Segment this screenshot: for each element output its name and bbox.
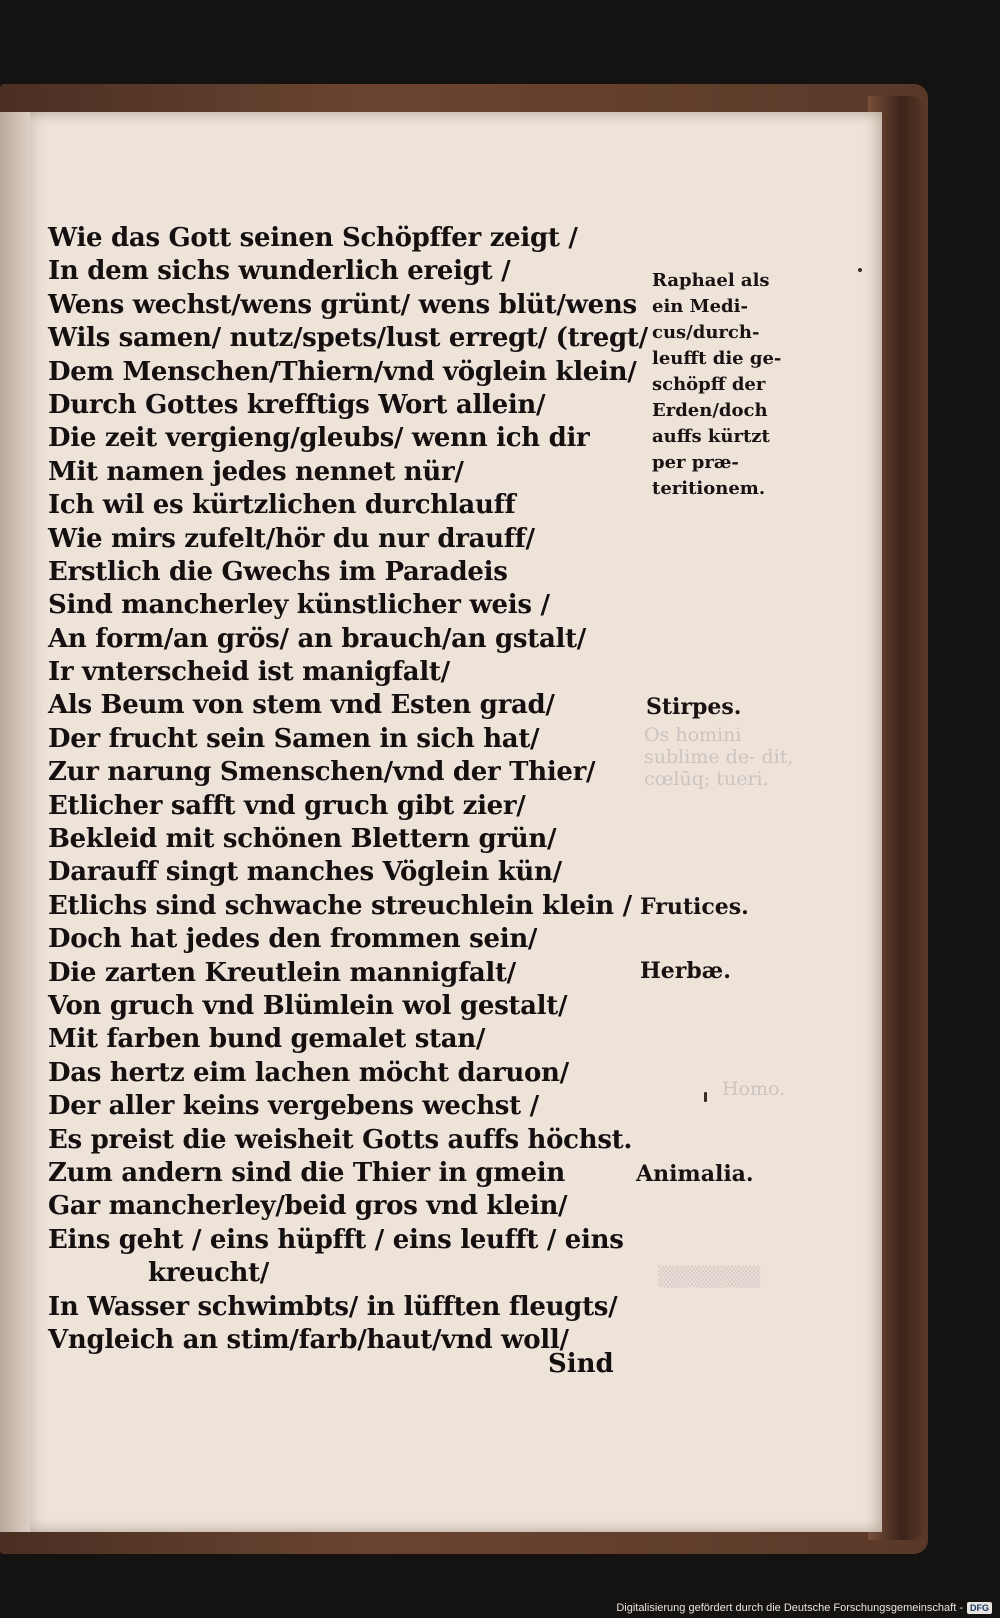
margin-note-line: auffs kürtzt <box>652 426 770 447</box>
text-line: Ich wil es kürtzlichen durchlauff <box>48 490 516 521</box>
catchword: Sind <box>548 1349 614 1379</box>
text-line: Wie mirs zufelt/hör du nur drauff/ <box>48 523 535 554</box>
text-line: In dem sichs wunderlich ereigt / <box>48 256 511 287</box>
text-line: Wie das Gott seinen Schöpffer zeigt / <box>48 223 578 253</box>
text-line: Vngleich an stim/farb/haut/vnd woll/ <box>48 1324 569 1355</box>
text-line: Mit namen jedes nennet nür/ <box>48 456 464 487</box>
text-line: Bekleid mit schönen Blettern grün/ <box>48 824 557 855</box>
text-line: Wens wechst/wens grünt/ wens blüt/wens <box>48 289 637 320</box>
ink-speck <box>704 1092 707 1102</box>
footer-text: Digitalisierung gefördert durch die Deutsche Forschungsgemeinschaft - <box>616 1602 963 1614</box>
text-line: Sind mancherley künstlicher weis / <box>48 590 550 621</box>
text-line: Etlichs sind schwache streuchlein klein / <box>48 890 632 921</box>
bleed-through-text: Homo. <box>722 1078 786 1100</box>
text-line: Erstlich die Gwechs im Paradeis <box>48 556 508 587</box>
margin-note-line: leufft die ge- <box>652 348 782 369</box>
margin-note-herbae: Herbæ. <box>640 958 731 984</box>
poem-text-block <box>48 222 648 1357</box>
text-line: Zur narung Smenschen/vnd der Thier/ <box>48 757 596 788</box>
text-line: Eins geht / eins hüpfft / eins leufft / eins <box>48 1224 624 1255</box>
text-line: Darauff singt manches Vöglein kün/ <box>48 857 562 888</box>
text-line: Das hertz eim lachen möcht daruon/ <box>48 1057 569 1088</box>
bleed-through-smudge: ▒▒▒▒▒▒▒ <box>658 1266 761 1288</box>
text-line: An form/an grös/ an brauch/an gstalt/ <box>48 623 586 654</box>
text-line: Der aller keins vergebens wechst / <box>48 1091 539 1122</box>
text-line: Doch hat jedes den frommen sein/ <box>48 924 538 955</box>
text-line: Etlicher safft vnd gruch gibt zier/ <box>48 790 526 821</box>
margin-note-line: Raphael als <box>652 270 770 291</box>
text-line: Ir vnterscheid ist manigfalt/ <box>48 657 450 688</box>
dfg-logo: DFG <box>967 1602 992 1614</box>
margin-note-stirpes: Stirpes. <box>646 694 742 720</box>
text-line: Es preist die weisheit Gotts auffs höchst. <box>48 1124 633 1155</box>
page-gutter <box>0 112 30 1532</box>
margin-note-line: cus/durch- <box>652 322 760 343</box>
text-line: Die zeit vergieng/gleubs/ wenn ich dir <box>48 423 590 454</box>
text-line: Mit farben bund gemalet stan/ <box>48 1024 486 1055</box>
margin-note-raphael <box>652 268 802 502</box>
margin-note-line: teritionem. <box>652 478 766 499</box>
text-line: Als Beum von stem vnd Esten grad/ <box>48 690 555 721</box>
margin-note-frutices: Frutices. <box>640 894 749 920</box>
margin-note-line: schöpff der <box>652 374 766 395</box>
text-line: Gar mancherley/beid gros vnd klein/ <box>48 1191 568 1222</box>
bleed-through-text: Os homini sublime de- dit, cœlūq; tueri. <box>644 724 794 790</box>
margin-note-line: Erden/doch <box>652 400 768 421</box>
text-line-continuation: kreucht/ <box>148 1258 269 1289</box>
text-line: In Wasser schwimbts/ in lüfften fleugts/ <box>48 1291 618 1322</box>
text-line: Der frucht sein Samen in sich hat/ <box>48 723 540 754</box>
text-line: Zum andern sind die Thier in gmein <box>48 1157 565 1188</box>
text-line: Von gruch vnd Blümlein wol gestalt/ <box>48 990 568 1021</box>
ink-speck <box>858 268 862 272</box>
text-line: Die zarten Kreutlein mannigfalt/ <box>48 957 516 988</box>
margin-note-line: per præ- <box>652 452 739 473</box>
text-line: Wils samen/ nutz/spets/lust erregt/ (tregt/ <box>48 323 648 354</box>
text-line: Durch Gottes krefftigs Wort allein/ <box>48 389 546 420</box>
margin-note-animalia: Animalia. <box>636 1161 754 1187</box>
margin-note-line: ein Medi- <box>652 296 748 317</box>
text-line: Dem Menschen/Thiern/vnd vöglein klein/ <box>48 356 637 387</box>
footer-credit <box>616 1602 992 1614</box>
